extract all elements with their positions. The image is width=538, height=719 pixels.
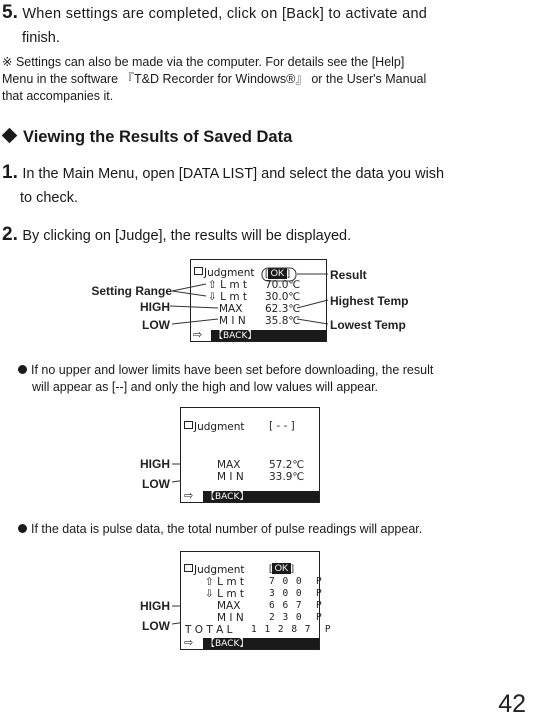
callout-highest-temp: Highest Temp [330,294,409,308]
min-value: 33.9℃ [269,471,305,483]
result-ok-badge: [ OK ] [265,268,291,279]
arrow-right-icon: ⇨ [193,329,203,341]
callout-setting-range: Setting Range [91,284,172,298]
note-line: Menu in the software 『T&D Recorder for Windows®』 or the User's Manual [2,72,427,86]
upper-limit-value: 7 0 0 P [269,576,323,587]
callout-high: HIGH [140,300,170,314]
max-value: 62.3℃ [265,303,301,315]
min-label: M I N [217,471,244,483]
max-label: MAX [217,600,241,612]
lower-limit-value: 30.0℃ [265,291,301,303]
result-blank: [ - - ] [269,420,295,432]
back-button[interactable]: 【BACK】 [214,331,257,341]
bullet-text-line: will appear as [--] and only the high and low values will appear. [32,380,379,394]
step-number: 2. [2,224,18,245]
arrow-right-icon: ⇨ [184,637,194,649]
note-line: that accompanies it. [2,89,114,103]
step-text-line: finish. [22,30,60,46]
step-text-line: When settings are completed, click on [Back] to activate and [22,6,428,22]
back-button[interactable]: 【BACK】 [206,492,249,502]
arrow-right-icon: ⇨ [184,490,194,502]
step-text-line: to check. [20,190,79,206]
callout-low: LOW [142,477,170,491]
max-label: MAX [217,459,241,471]
page-number: 42 [498,690,526,718]
min-label: M I N [217,612,244,624]
min-value: 35.8℃ [265,315,301,327]
bullet-text-line: If no upper and lower limits have been set before downloading, the result [31,363,434,377]
callout-high: HIGH [140,457,170,471]
lower-limit-value: 3 0 0 P [269,588,323,599]
max-label: MAX [219,303,243,315]
screen-title: Judgment [184,421,245,433]
callout-low: LOW [142,318,170,332]
lower-limit-label: ⇩ L m t [205,588,245,600]
callout-low: LOW [142,619,170,633]
back-button[interactable]: 【BACK】 [206,639,249,649]
result-ok-badge: [ OK ] [269,563,295,574]
callout-high: HIGH [140,599,170,613]
folder-icon [184,564,193,572]
min-value: 2 3 0 P [269,612,323,623]
callout-result: Result [330,268,367,282]
upper-limit-value: 70.0℃ [265,279,301,291]
bullet-no-limits [18,362,528,396]
folder-icon [184,421,193,429]
lcd-screen-judgment-no-limits [180,407,320,503]
min-label: M I N [219,315,246,327]
note-line: ※ Settings can also be made via the computer. For details see the [Help] [2,55,405,69]
callout-lowest-temp: Lowest Temp [330,318,406,332]
max-value: 6 6 7 P [269,600,323,611]
bullet-dot-icon [18,365,27,374]
step-text-line: By clicking on [Judge], the results will be displayed. [22,228,352,244]
lower-limit-label: ⇩ L m t [208,291,248,303]
total-value: 1 1 2 8 7 P [251,624,332,635]
bullet-dot-icon [18,524,27,533]
upper-limit-label: ⇧ L m t [205,576,245,588]
screen-title: Judgment [184,564,245,576]
total-label: T O T A L [185,624,233,636]
bullet-pulse-data [18,521,528,538]
upper-limit-label: ⇧ L m t [208,279,248,291]
step-number: 5. [2,2,18,23]
screen-title: Judgment [194,267,255,279]
step-text-line: In the Main Menu, open [DATA LIST] and select the data you wish [22,166,445,182]
lcd-screen-judgment-pulse [180,551,332,650]
section-title-text: Viewing the Results of Saved Data [23,128,293,146]
bullet-text-line: If the data is pulse data, the total number of pulse readings will appear. [31,522,423,536]
max-value: 57.2℃ [269,459,305,471]
step-number: 1. [2,162,18,183]
